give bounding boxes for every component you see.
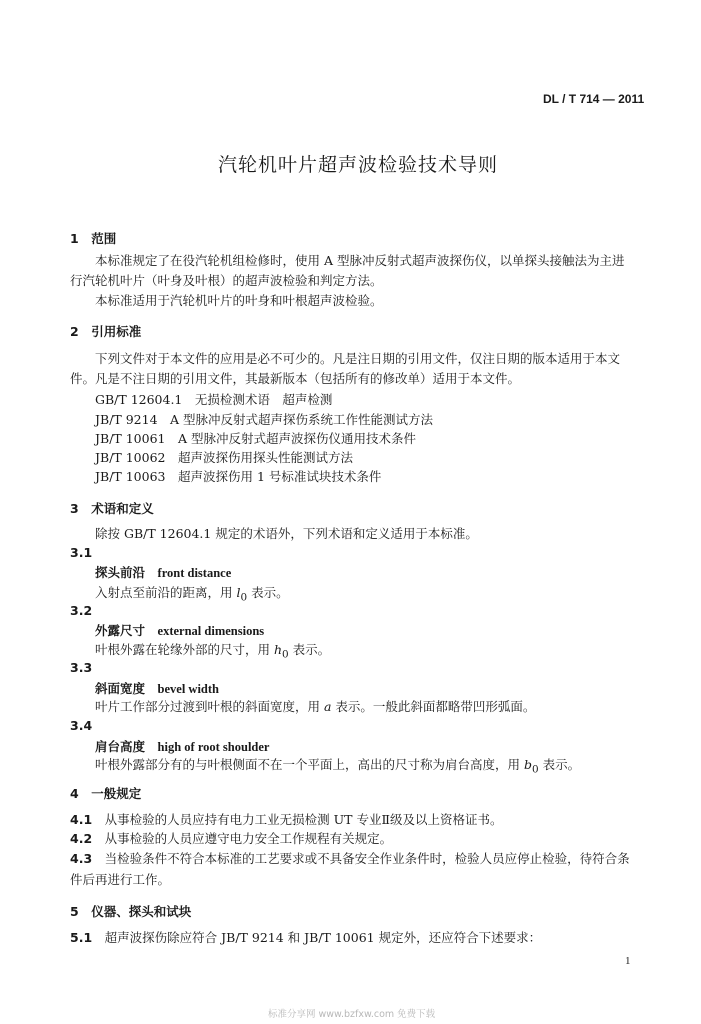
term-definition	[95, 640, 330, 661]
term-definition	[95, 697, 535, 715]
term-zh: 肩台高度	[95, 739, 146, 754]
document-title: 汽轮机叶片超声波检验技术导则	[218, 154, 499, 176]
definition-text: 表示。	[538, 757, 581, 772]
symbol: b	[523, 757, 532, 772]
clause-text: 从事检验的人员应遵守电力安全工作规程有关规定。	[104, 831, 393, 846]
term-title	[95, 563, 231, 581]
term-title	[95, 621, 264, 639]
symbol: h	[273, 642, 283, 657]
term-number: 3.4	[70, 718, 93, 733]
symbol-subscript: 0	[532, 763, 539, 776]
section-2-paragraph-cont: 件。凡是不注日期的引用文件，其最新版本（包括所有的修改单）适用于本文件。	[70, 371, 521, 386]
symbol-subscript: 0	[240, 591, 248, 604]
term-en: external dimensions	[157, 624, 265, 638]
clause-text: 当检验条件不符合本标准的工艺要求或不具备安全作业条件时，检验人员应停止检验，待符合条	[104, 851, 630, 866]
symbol: a	[323, 699, 332, 714]
definition-text: 表示。	[247, 585, 289, 600]
term-definition	[95, 583, 289, 604]
clause-item	[70, 829, 392, 847]
definition-text: 入射点至前沿的距离，用	[95, 585, 237, 600]
section-2-paragraph: 下列文件对于本文件的应用是必不可少的。凡是注日期的引用文件，仅注日期的版本适用于本文	[95, 351, 621, 366]
reference-item: JB/T 9214 A 型脉冲反射式超声探伤系统工作性能测试方法	[95, 412, 434, 427]
section-2-heading: 2 引用标准	[70, 324, 142, 339]
clause-item	[70, 928, 541, 946]
term-number: 3.3	[70, 660, 93, 675]
reference-item: JB/T 10061 A 型脉冲反射式超声波探伤仪通用技术条件	[95, 431, 416, 446]
section-1-paragraph-1: 本标准规定了在役汽轮机组检修时，使用 A 型脉冲反射式超声波探伤仪，以单探头接触法为主进	[95, 253, 625, 268]
reference-item: JB/T 10062 超声波探伤用探头性能测试方法	[95, 450, 353, 465]
term-number: 3.2	[70, 603, 93, 618]
clause-number: 5.1	[70, 930, 93, 945]
term-en: front distance	[157, 566, 232, 580]
symbol-subscript: 0	[282, 648, 289, 661]
definition-text: 叶片工作部分过渡到叶根的斜面宽度，用	[95, 699, 324, 714]
section-3-heading: 3 术语和定义	[70, 501, 154, 516]
clause-item	[70, 810, 503, 828]
term-en: bevel width	[157, 682, 219, 696]
term-number: 3.1	[70, 545, 93, 560]
reference-item: JB/T 10063 超声波探伤用 1 号标准试块技术条件	[95, 469, 382, 484]
clause-text: 从事检验的人员应持有电力工业无损检测 UT 专业Ⅱ级及以上资格证书。	[104, 812, 503, 827]
term-title	[95, 737, 269, 755]
term-zh: 探头前沿	[95, 565, 146, 580]
symbol: l	[236, 585, 241, 600]
section-4-heading: 4 一般规定	[70, 786, 142, 801]
term-zh: 外露尺寸	[95, 623, 146, 638]
term-title	[95, 679, 219, 697]
term-definition	[95, 755, 580, 776]
term-zh: 斜面宽度	[95, 681, 146, 696]
definition-text: 表示。	[288, 642, 331, 657]
page-number: 1	[625, 955, 631, 967]
section-5-heading: 5 仪器、探头和试块	[70, 904, 192, 919]
watermark-text: 标准分享网 www.bzfxw.com 免费下载	[268, 1009, 436, 1020]
section-1-heading: 1 范围	[70, 231, 117, 246]
clause-text: 超声波探伤除应符合 JB/T 9214 和 JB/T 10061 规定外，还应符合下述要求：	[104, 930, 542, 945]
clause-text-cont: 件后再进行工作。	[70, 872, 171, 887]
clause-item	[70, 849, 630, 867]
section-1-paragraph-2: 本标准适用于汽轮机叶片的叶身和叶根超声波检验。	[95, 293, 383, 308]
definition-text: 表示。一般此斜面都略带凹形弧面。	[331, 699, 536, 714]
section-1-paragraph-1-cont: 行汽轮机叶片（叶身及叶根）的超声波检验和判定方法。	[70, 273, 383, 288]
definition-text: 叶根外露在轮缘外部的尺寸，用	[95, 642, 274, 657]
document-number: DL / T 714 — 2011	[543, 92, 645, 106]
definition-text: 叶根外露部分有的与叶根侧面不在一个平面上，高出的尺寸称为肩台高度，用	[95, 757, 524, 772]
clause-number: 4.2	[70, 831, 93, 846]
clause-number: 4.3	[70, 851, 93, 866]
section-3-intro: 除按 GB/T 12604.1 规定的术语外，下列术语和定义适用于本标准。	[95, 526, 478, 541]
reference-item: GB/T 12604.1 无损检测术语 超声检测	[95, 392, 333, 407]
term-en: high of root shoulder	[157, 740, 270, 754]
clause-number: 4.1	[70, 812, 93, 827]
